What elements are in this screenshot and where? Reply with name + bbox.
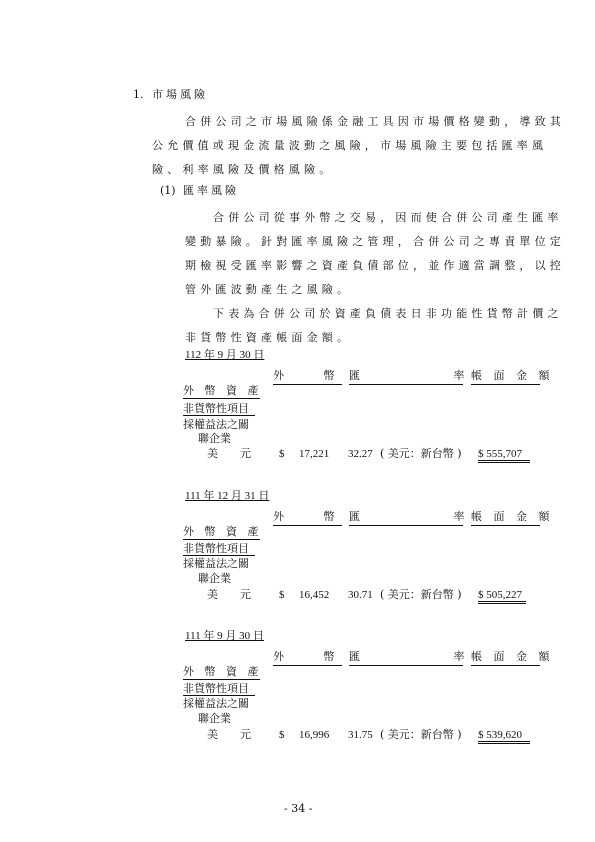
subsection-title: 匯率風險	[183, 184, 239, 197]
non-monetary-label: 非貨幣性項目	[183, 682, 249, 695]
col-carrying-amount: 帳 面 金 額	[471, 510, 553, 523]
foreign-amount: 17,221	[299, 448, 330, 460]
foreign-assets-label: 外 幣 資 產	[183, 665, 259, 678]
non-monetary-label: 非貨幣性項目	[183, 542, 249, 555]
currency-usd: 美 元	[207, 728, 251, 741]
col-foreign-currency: 外 幣	[273, 369, 335, 382]
foreign-assets-label: 外 幣 資 產	[183, 525, 259, 538]
col-rate: 匯 率	[349, 650, 465, 663]
exchange-rate: 31.75	[348, 729, 373, 741]
carrying-amount: $ 505,227	[478, 589, 522, 601]
carrying-amount: $ 539,620	[478, 729, 522, 741]
equity-method-label-2: 聯企業	[198, 572, 231, 585]
table-date: 111 年 9 月 30 日	[185, 630, 264, 642]
section-number: 1.	[133, 88, 144, 101]
foreign-assets-label: 外 幣 資 產	[183, 384, 259, 397]
para3-line2: 非貨幣性資產帳面金額。	[185, 331, 353, 344]
col-carrying-amount: 帳 面 金 額	[471, 650, 553, 663]
currency-usd: 美 元	[207, 588, 251, 601]
rate-note: ( 美元：新台幣 )	[380, 588, 462, 601]
rate-note: ( 美元：新台幣 )	[380, 728, 462, 741]
col-rate: 匯 率	[349, 369, 465, 382]
equity-method-label-2: 聯企業	[198, 432, 231, 445]
dollar-sign: $	[279, 448, 285, 460]
page-number: - 34 -	[284, 802, 313, 815]
equity-method-label: 採權益法之關	[183, 557, 249, 570]
foreign-amount: 16,452	[299, 589, 330, 601]
col-rate: 匯 率	[349, 510, 465, 523]
table-date: 111 年 12 月 31 日	[185, 490, 270, 502]
equity-method-label: 採權益法之關	[183, 697, 249, 710]
dollar-sign: $	[279, 729, 285, 741]
para1-line2: 公允價值或現金流量波動之風險，市場風險主要包括匯率風	[152, 139, 548, 152]
currency-usd: 美 元	[207, 447, 251, 460]
foreign-amount: 16,996	[299, 729, 330, 741]
para3-line1: 下表為合併公司於資產負債表日非功能性貨幣計價之	[213, 307, 563, 320]
para2-line1: 合併公司從事外幣之交易，因而使合併公司產生匯率	[213, 211, 563, 224]
rate-note: ( 美元：新台幣 )	[380, 447, 462, 460]
para2-line2: 變動暴險。針對匯率風險之管理，合併公司之專責單位定	[185, 235, 565, 248]
dollar-sign: $	[279, 589, 285, 601]
section-title: 市場風險	[152, 88, 208, 101]
equity-method-label: 採權益法之關	[183, 418, 249, 431]
non-monetary-label: 非貨幣性項目	[183, 402, 249, 415]
col-foreign-currency: 外 幣	[273, 510, 335, 523]
para1-line3: 險、利率風險及價格風險。	[152, 163, 335, 176]
para1-line1: 合併公司之市場風險係金融工具因市場價格變動，導致其	[185, 115, 565, 128]
col-foreign-currency: 外 幣	[273, 650, 335, 663]
exchange-rate: 30.71	[348, 589, 373, 601]
col-carrying-amount: 帳 面 金 額	[471, 369, 553, 382]
subsection-number: (1)	[160, 184, 176, 197]
table-date: 112 年 9 月 30 日	[185, 349, 265, 361]
exchange-rate: 32.27	[348, 448, 373, 460]
para2-line4: 管外匯波動產生之風險。	[185, 283, 353, 296]
equity-method-label-2: 聯企業	[198, 712, 231, 725]
para2-line3: 期檢視受匯率影響之資產負債部位，並作適當調整，以控	[185, 259, 565, 272]
carrying-amount: $ 555,707	[478, 448, 522, 460]
